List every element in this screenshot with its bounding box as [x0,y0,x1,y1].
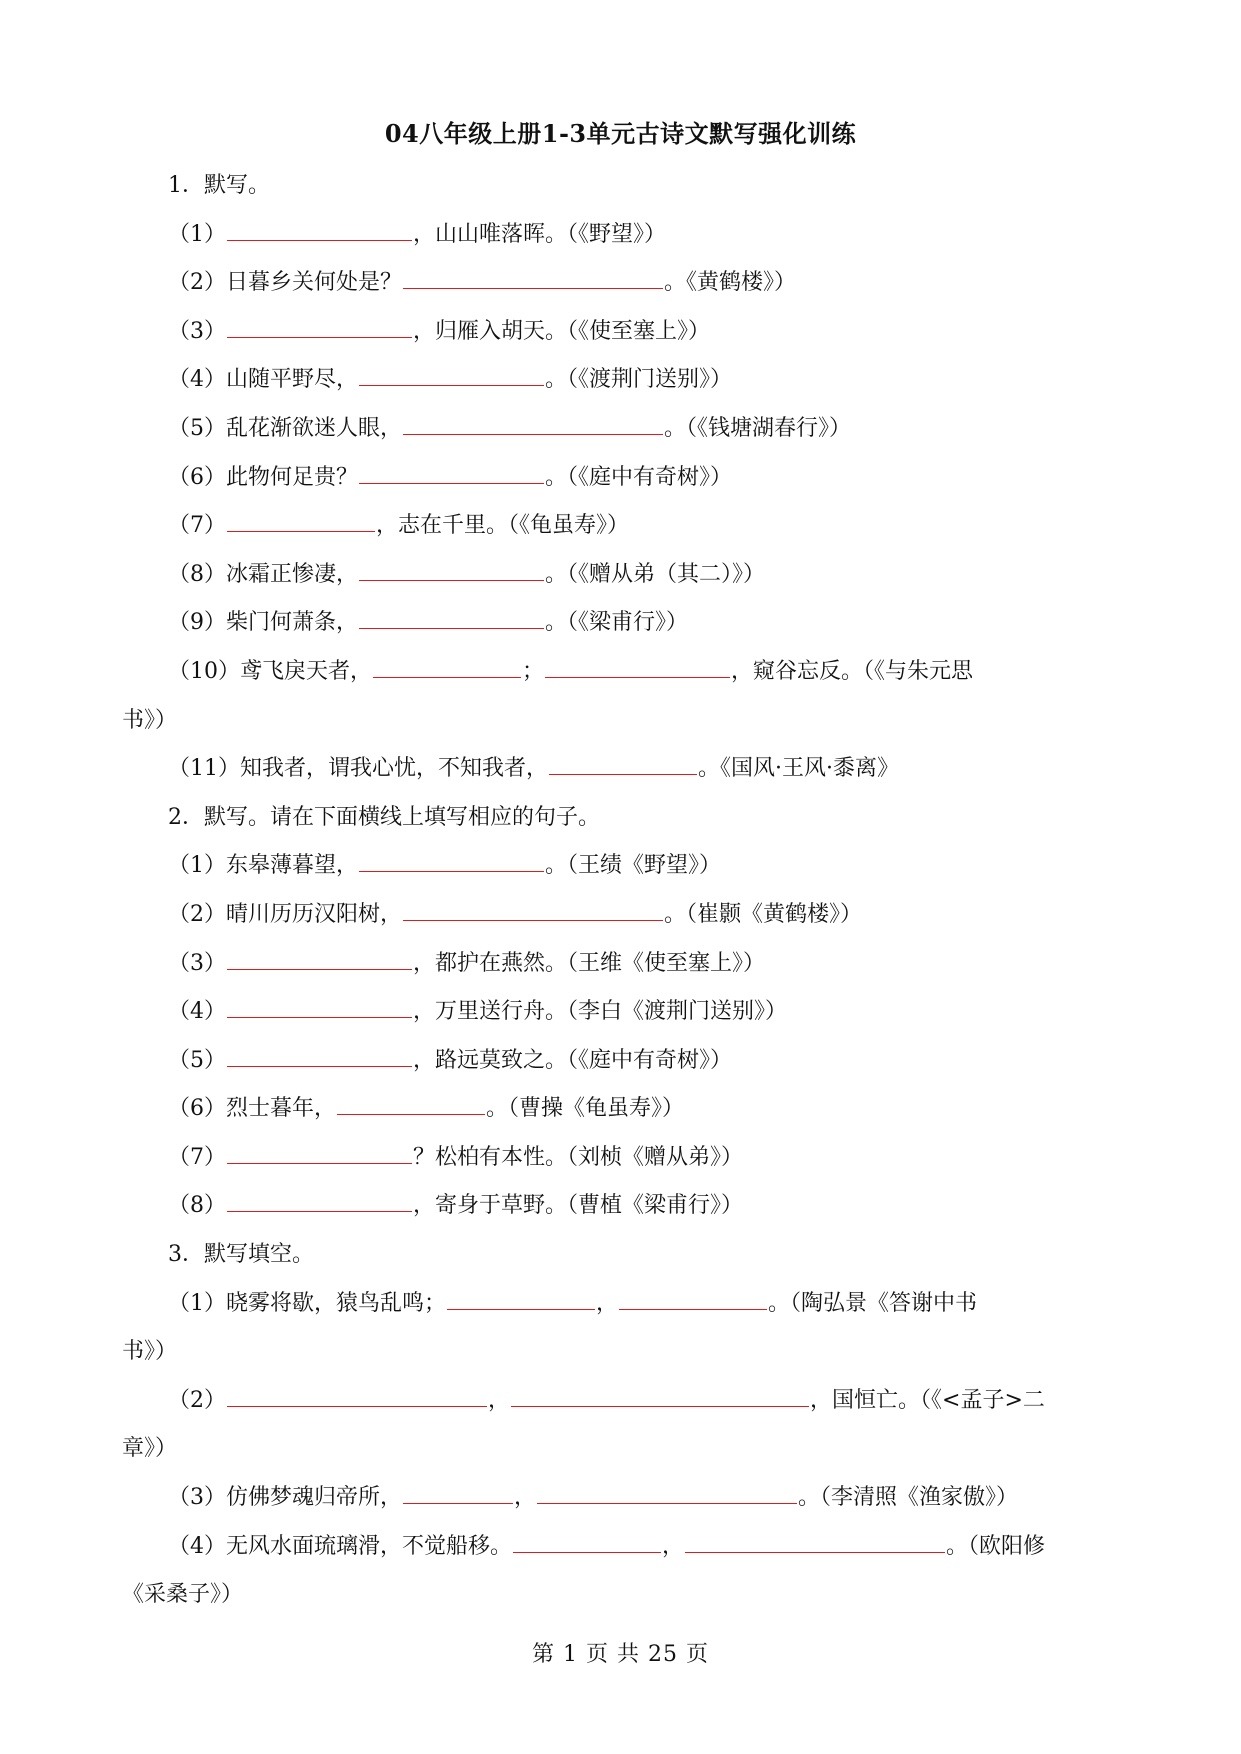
question-text: ，路远莫致之。（《庭中有奇树》） [413,1047,733,1073]
question-text: 书》） [122,707,178,733]
answer-blank[interactable] [549,754,697,775]
answer-blank[interactable] [227,1191,412,1212]
answer-blank[interactable] [359,560,544,581]
question-item [122,1134,1122,1183]
answer-blank[interactable] [511,1386,809,1407]
question-text: （5） [168,1047,226,1073]
page-footer: 第 1 页 共 25 页 [532,1642,709,1667]
answer-blank[interactable] [359,365,544,386]
answer-blank[interactable] [619,1289,767,1310]
question-list [122,162,1122,1620]
answer-blank[interactable] [403,1483,513,1504]
question-text: （1） [168,221,226,247]
question-text: ，志在千里。（《龟虽寿》） [376,513,630,539]
answer-blank[interactable] [227,949,412,970]
question-text: ， [662,1533,685,1559]
question-text: 。《黄鹤楼》） [664,270,797,296]
question-text: （4）山随平野尽， [168,367,358,393]
section-heading: 1．默写。 [168,173,270,198]
question-item [122,648,1122,697]
question-text: ，万里送行舟。（李白《渡荆门送别》） [413,999,788,1025]
question-text: ； [522,658,545,684]
question-text: 。（王绩《野望》） [545,853,722,879]
question-text: 。（李清照《渔家傲》） [798,1485,1019,1511]
answer-blank[interactable] [227,997,412,1018]
question-text: 。《国风·王风·黍离》 [698,756,899,782]
answer-blank[interactable] [537,1483,797,1504]
question-text: （2）晴川历历汉阳树， [168,901,402,927]
question-text: （11）知我者，谓我心忧，不知我者， [168,756,548,782]
answer-blank[interactable] [227,1046,412,1067]
question-text: 。（《钱塘湖春行》） [664,415,852,441]
question-item [122,502,1122,551]
question-item [122,842,1122,891]
question-text: （3） [168,318,226,344]
answer-blank[interactable] [373,657,521,678]
section-heading: 3．默写填空。 [168,1242,314,1268]
question-text: （9）柴门何萧条， [168,610,358,636]
question-item-continuation [122,1328,1122,1377]
question-text: ， [514,1485,537,1511]
question-item [122,454,1122,503]
question-item [122,1474,1122,1523]
answer-blank[interactable] [227,317,412,338]
question-text: 。（《梁甫行》） [545,610,689,636]
question-text: 。（陶弘景《答谢中书 [768,1290,978,1316]
question-text: ，国恒亡。（《<孟子>二 [810,1387,1045,1413]
question-text: ，都护在燕然。（王维《使至塞上》） [413,950,766,976]
answer-blank[interactable] [403,414,663,435]
answer-blank[interactable] [359,463,544,484]
question-text: ， [488,1387,511,1413]
question-item-continuation [122,697,1122,746]
question-text: （8） [168,1193,226,1219]
answer-blank[interactable] [359,851,544,872]
question-text: ，寄身于草野。（曹植《梁甫行》） [413,1193,744,1219]
question-text: ， [596,1290,619,1316]
question-item [122,1523,1122,1572]
answer-blank[interactable] [227,511,375,532]
question-item [122,599,1122,648]
question-text: 书》） [122,1339,178,1365]
question-item [122,1085,1122,1134]
question-item [122,1280,1122,1329]
answer-blank[interactable] [227,1143,412,1164]
question-text: ，山山唯落晖。（《野望》） [413,221,667,247]
question-text: 。（《庭中有奇树》） [545,464,733,490]
question-item [122,259,1122,308]
answer-blank[interactable] [545,657,730,678]
section-heading: 2．默写。请在下面横线上填写相应的句子。 [168,804,600,830]
answer-blank[interactable] [685,1532,945,1553]
question-text: 。（曹操《龟虽寿》） [486,1096,685,1122]
question-text: （5）乱花渐欲迷人眼， [168,415,402,441]
question-item [122,940,1122,989]
question-text: ？松柏有本性。（刘桢《赠从弟》） [413,1144,744,1170]
question-text: 《采桑子》） [122,1582,244,1608]
question-text: ，窥谷忘反。（《与朱元思 [731,658,974,684]
question-text: 。（《渡荆门送别》） [545,367,733,393]
page-title: 04八年级上册1-3单元古诗文默写强化训练 [384,119,857,148]
answer-blank[interactable] [359,608,544,629]
question-text: （2） [168,1387,226,1413]
answer-blank[interactable] [403,900,663,921]
question-text: （1）晓雾将歇，猿鸟乱鸣； [168,1290,446,1316]
question-item-continuation [122,1571,1122,1620]
question-text: 。（欧阳修 [946,1533,1046,1559]
question-item [122,211,1122,260]
question-item [122,1037,1122,1086]
question-item [122,891,1122,940]
question-text: （1）东皋薄暮望， [168,853,358,879]
answer-blank[interactable] [403,268,663,289]
answer-blank[interactable] [447,1289,595,1310]
answer-blank[interactable] [227,1386,487,1407]
answer-blank[interactable] [227,220,412,241]
question-text: （10）鸢飞戾天者， [168,658,372,684]
question-text: （4） [168,999,226,1025]
question-text: （7） [168,513,226,539]
question-text: （2）日暮乡关何处是？ [168,270,402,296]
question-text: （3） [168,950,226,976]
question-item-continuation [122,1425,1122,1474]
question-text: （7） [168,1144,226,1170]
question-item [122,745,1122,794]
question-item [122,1377,1122,1426]
answer-blank[interactable] [513,1532,661,1553]
question-text: ，归雁入胡天。（《使至塞上》） [413,318,711,344]
question-item [122,405,1122,454]
question-item [122,356,1122,405]
question-text: （6）烈士暮年， [168,1096,336,1122]
question-text: （4）无风水面琉璃滑，不觉船移。 [168,1533,512,1559]
question-item [122,1182,1122,1231]
question-item [122,308,1122,357]
question-text: （8）冰霜正惨凄， [168,561,358,587]
answer-blank[interactable] [337,1094,485,1115]
question-item [122,988,1122,1037]
question-text: 章》） [122,1436,178,1462]
question-text: 。（崔颢《黄鹤楼》） [664,901,863,927]
question-text: （6）此物何足贵？ [168,464,358,490]
question-text: （3）仿佛梦魂归帝所， [168,1485,402,1511]
question-text: 。（《赠从弟（其二）》） [545,561,766,587]
question-item [122,551,1122,600]
